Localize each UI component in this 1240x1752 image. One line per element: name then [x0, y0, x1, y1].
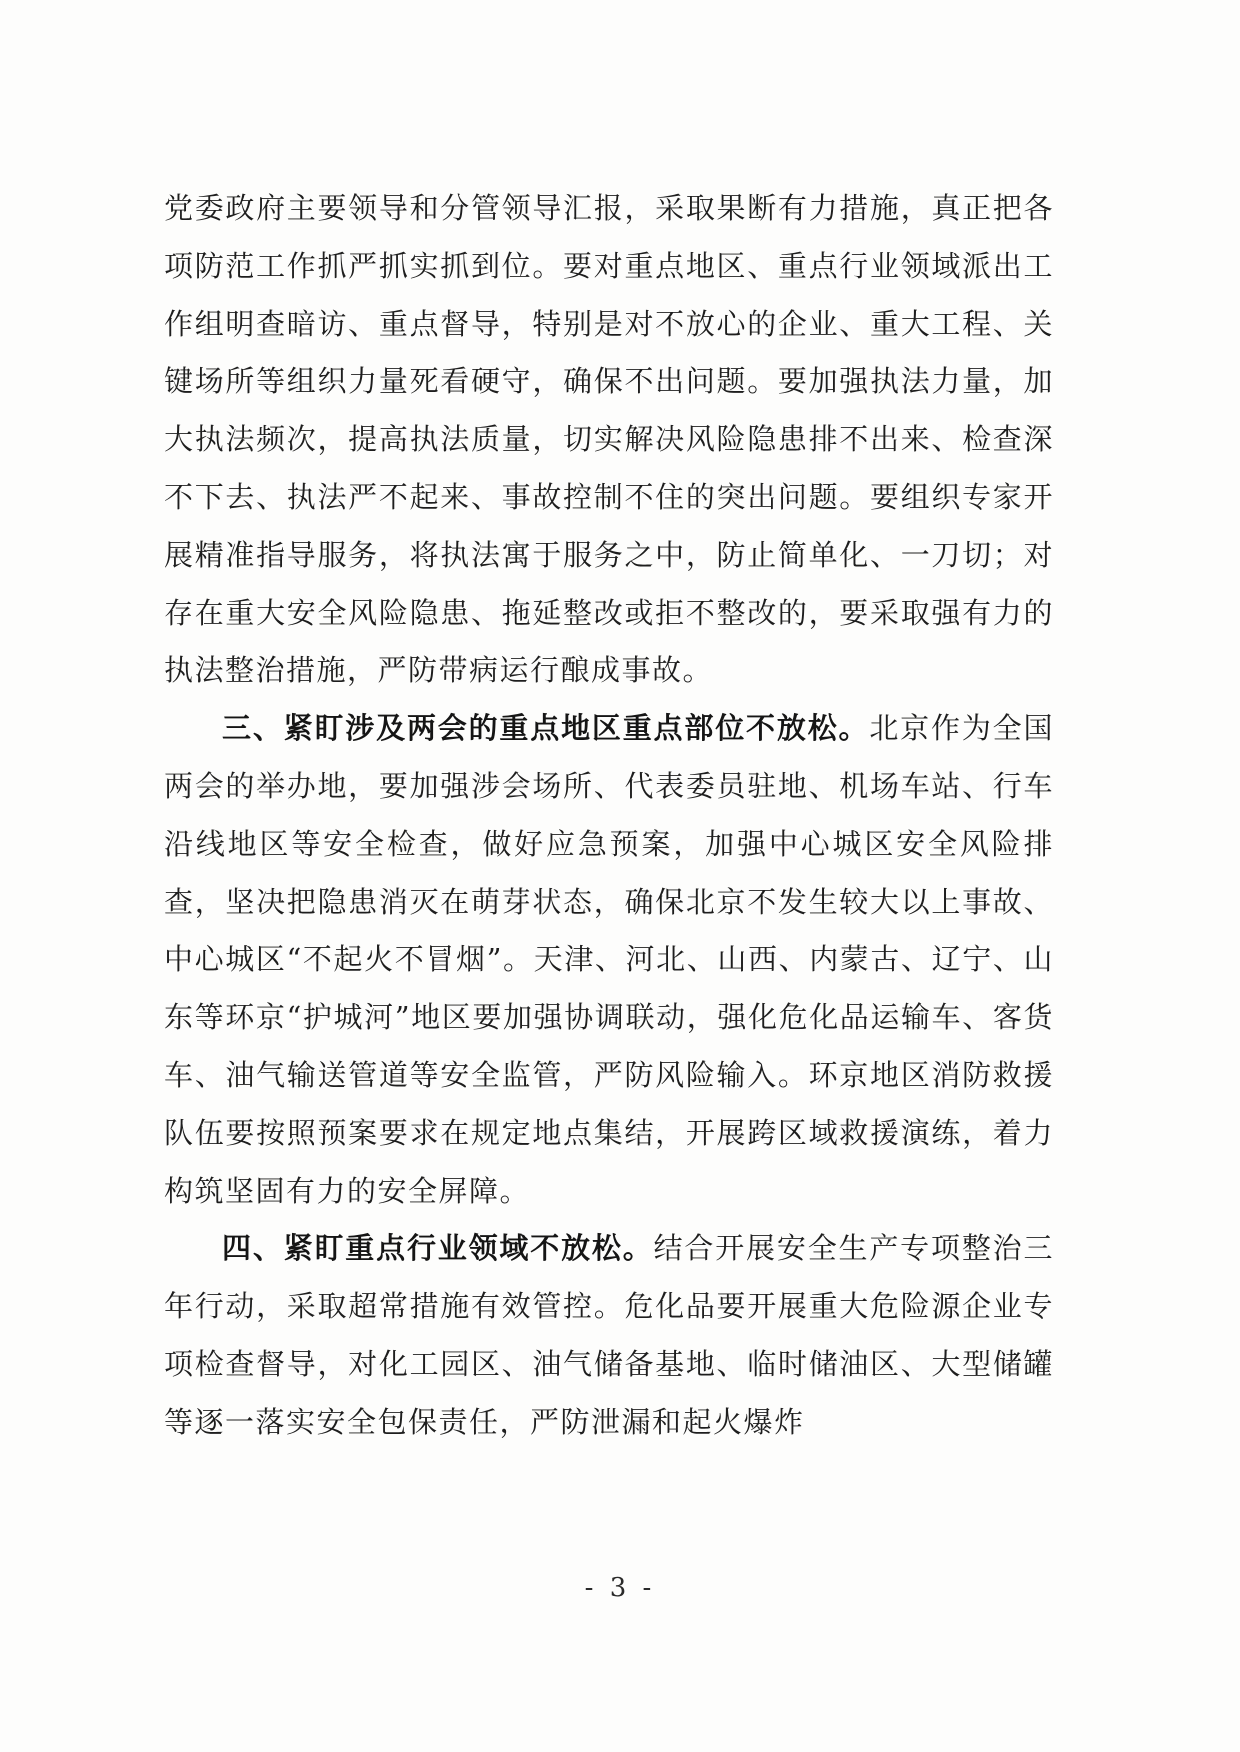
paragraph-continuation	[164, 180, 1054, 700]
paragraph-section-three	[164, 700, 1054, 1220]
paragraph-section-four	[164, 1220, 1054, 1451]
section-heading: 四、紧盯重点行业领域不放松。	[222, 1231, 654, 1266]
section-heading: 三、紧盯涉及两会的重点地区重点部位不放松。	[222, 711, 870, 746]
paragraph-text: 北京作为全国两会的举办地，要加强涉会场所、代表委员驻地、机场车站、行车沿线地区等安全检查，做好应急预案，加强中心城区安全风险排查，坚决把隐患消灭在萌芽状态，确保北京不发生较大以上事故、中心城区“不起火不冒烟”。天津、河北、山西、内蒙古、辽宁、山东等环京“护城河”地区要加强协调联动，强化危化品运输车、客货车、油气输送管道等安全监管，严防风险输入。环京地区消防救援队伍要按照预案要求在规定地点集结，开展跨区域救援演练，着力构筑坚固有力的安全屏障。	[164, 711, 1054, 1208]
page-number: - 3 -	[584, 1573, 656, 1603]
body-text	[164, 180, 1054, 1452]
paragraph-text: 党委政府主要领导和分管领导汇报，采取果断有力措施，真正把各项防范工作抓严抓实抓到位。要对重点地区、重点行业领域派出工作组明查暗访、重点督导，特别是对不放心的企业、重大工程、关键场所等组织力量死看硬守，确保不出问题。要加强执法力量，加大执法频次，提高执法质量，切实解决风险隐患排不出来、检查深不下去、执法严不起来、事故控制不住的突出问题。要组织专家开展精准指导服务，将执法寓于服务之中，防止简单化、一刀切；对存在重大安全风险隐患、拖延整改或拒不整改的，要采取强有力的执法整治措施，严防带病运行酿成事故。	[164, 191, 1054, 688]
paragraph-text: 结合开展安全生产专项整治三年行动，采取超常措施有效管控。危化品要开展重大危险源企业专项检查督导，对化工园区、油气储备基地、临时储油区、大型储罐等逐一落实安全包保责任，严防泄漏和起火爆炸	[164, 1231, 1054, 1439]
